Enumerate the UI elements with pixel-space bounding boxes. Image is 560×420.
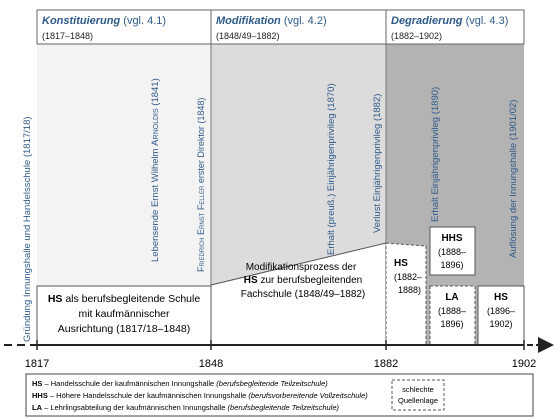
box-hs3-label: HS: [494, 292, 508, 303]
phase-title-modifikation: Modifikation (vgl. 4.2): [216, 15, 327, 27]
box-hhs-years2: 1896): [440, 260, 464, 270]
box-hhs-years1: (1888–: [437, 247, 467, 257]
phase-years-modifikation: (1848/49–1882): [216, 31, 280, 41]
phase-title-konstituierung: Konstituierung (vgl. 4.1): [42, 15, 167, 27]
box-hs3-years1: (1896–: [486, 306, 516, 316]
legend-item-la: LA – Lehrlingsabteilung der kaufmännischen Innungshalle (berufsbegleitende Teilzeitschule): [32, 403, 340, 412]
box-hs2-label: HS: [394, 258, 408, 269]
phase-years-degradierung: (1882–1902): [391, 31, 443, 41]
box-hs2-years2: 1888): [398, 285, 422, 295]
tick-label-1817: 1817: [24, 358, 50, 370]
event-erhalt-1870: Erhalt (preuß.) Einjährigenprivileg (1870): [326, 83, 337, 255]
legend-item-hhs: HHS – Höhere Handelsschule der kaufmännischen Innungshalle (berufsvorbereitende Vollzeitschule): [32, 391, 368, 400]
box-mod-line1: Modifikationsprozess der: [245, 262, 357, 273]
box-hhs-label: HHS: [441, 233, 463, 244]
event-gruendung: Gründung Innungshalle und Handelsschule (1817/18): [22, 116, 33, 342]
legend-item-hs: HS – Handelsschule der kaufmännischen Innungshalle (berufsbegleitende Teilzeitschule): [32, 379, 328, 388]
box-hs3-years2: 1902): [489, 319, 513, 329]
box-mod-line3: Fachschule (1848/49–1882): [240, 289, 366, 300]
tick-label-1902: 1902: [511, 358, 537, 370]
box-hs1-line2: mit kaufmännischer: [78, 308, 170, 320]
event-aufloesung: Auflösung der Innungshalle (1901/02): [508, 99, 519, 258]
event-erhalt-1890: Erhalt Einjährigenprivileg (1890): [430, 86, 441, 222]
box-la-years1: (1888–: [437, 306, 467, 316]
box-hs1-line1: HS als berufsbegleitende Schule: [47, 293, 201, 305]
event-arnoldis: Lebensende Ernst Wilhelm Arnoldis (1841): [150, 78, 161, 262]
legend-dashed-label-2: Quellenlage: [397, 396, 439, 405]
box-hs1-line3: Ausrichtung (1817/18–1848): [57, 323, 191, 335]
box-mod-line2: HS zur berufsbegleitenden: [243, 275, 363, 286]
phase-years-konstituierung: (1817–1848): [42, 31, 94, 41]
tick-label-1848: 1848: [198, 358, 224, 370]
event-feller: Friedrich Ernst Feller erster Direktor (1848): [196, 97, 206, 272]
tick-label-1882: 1882: [373, 358, 399, 370]
box-la-label: LA: [445, 292, 459, 303]
box-la-years2: 1896): [440, 319, 464, 329]
box-hs2-years1: (1882–: [394, 272, 423, 282]
legend-dashed-label-1: schlechte: [402, 385, 434, 394]
event-verlust-1882: Verlust Einjährigenprivileg (1882): [372, 93, 383, 233]
phase-title-degradierung: Degradierung (vgl. 4.3): [391, 15, 509, 27]
